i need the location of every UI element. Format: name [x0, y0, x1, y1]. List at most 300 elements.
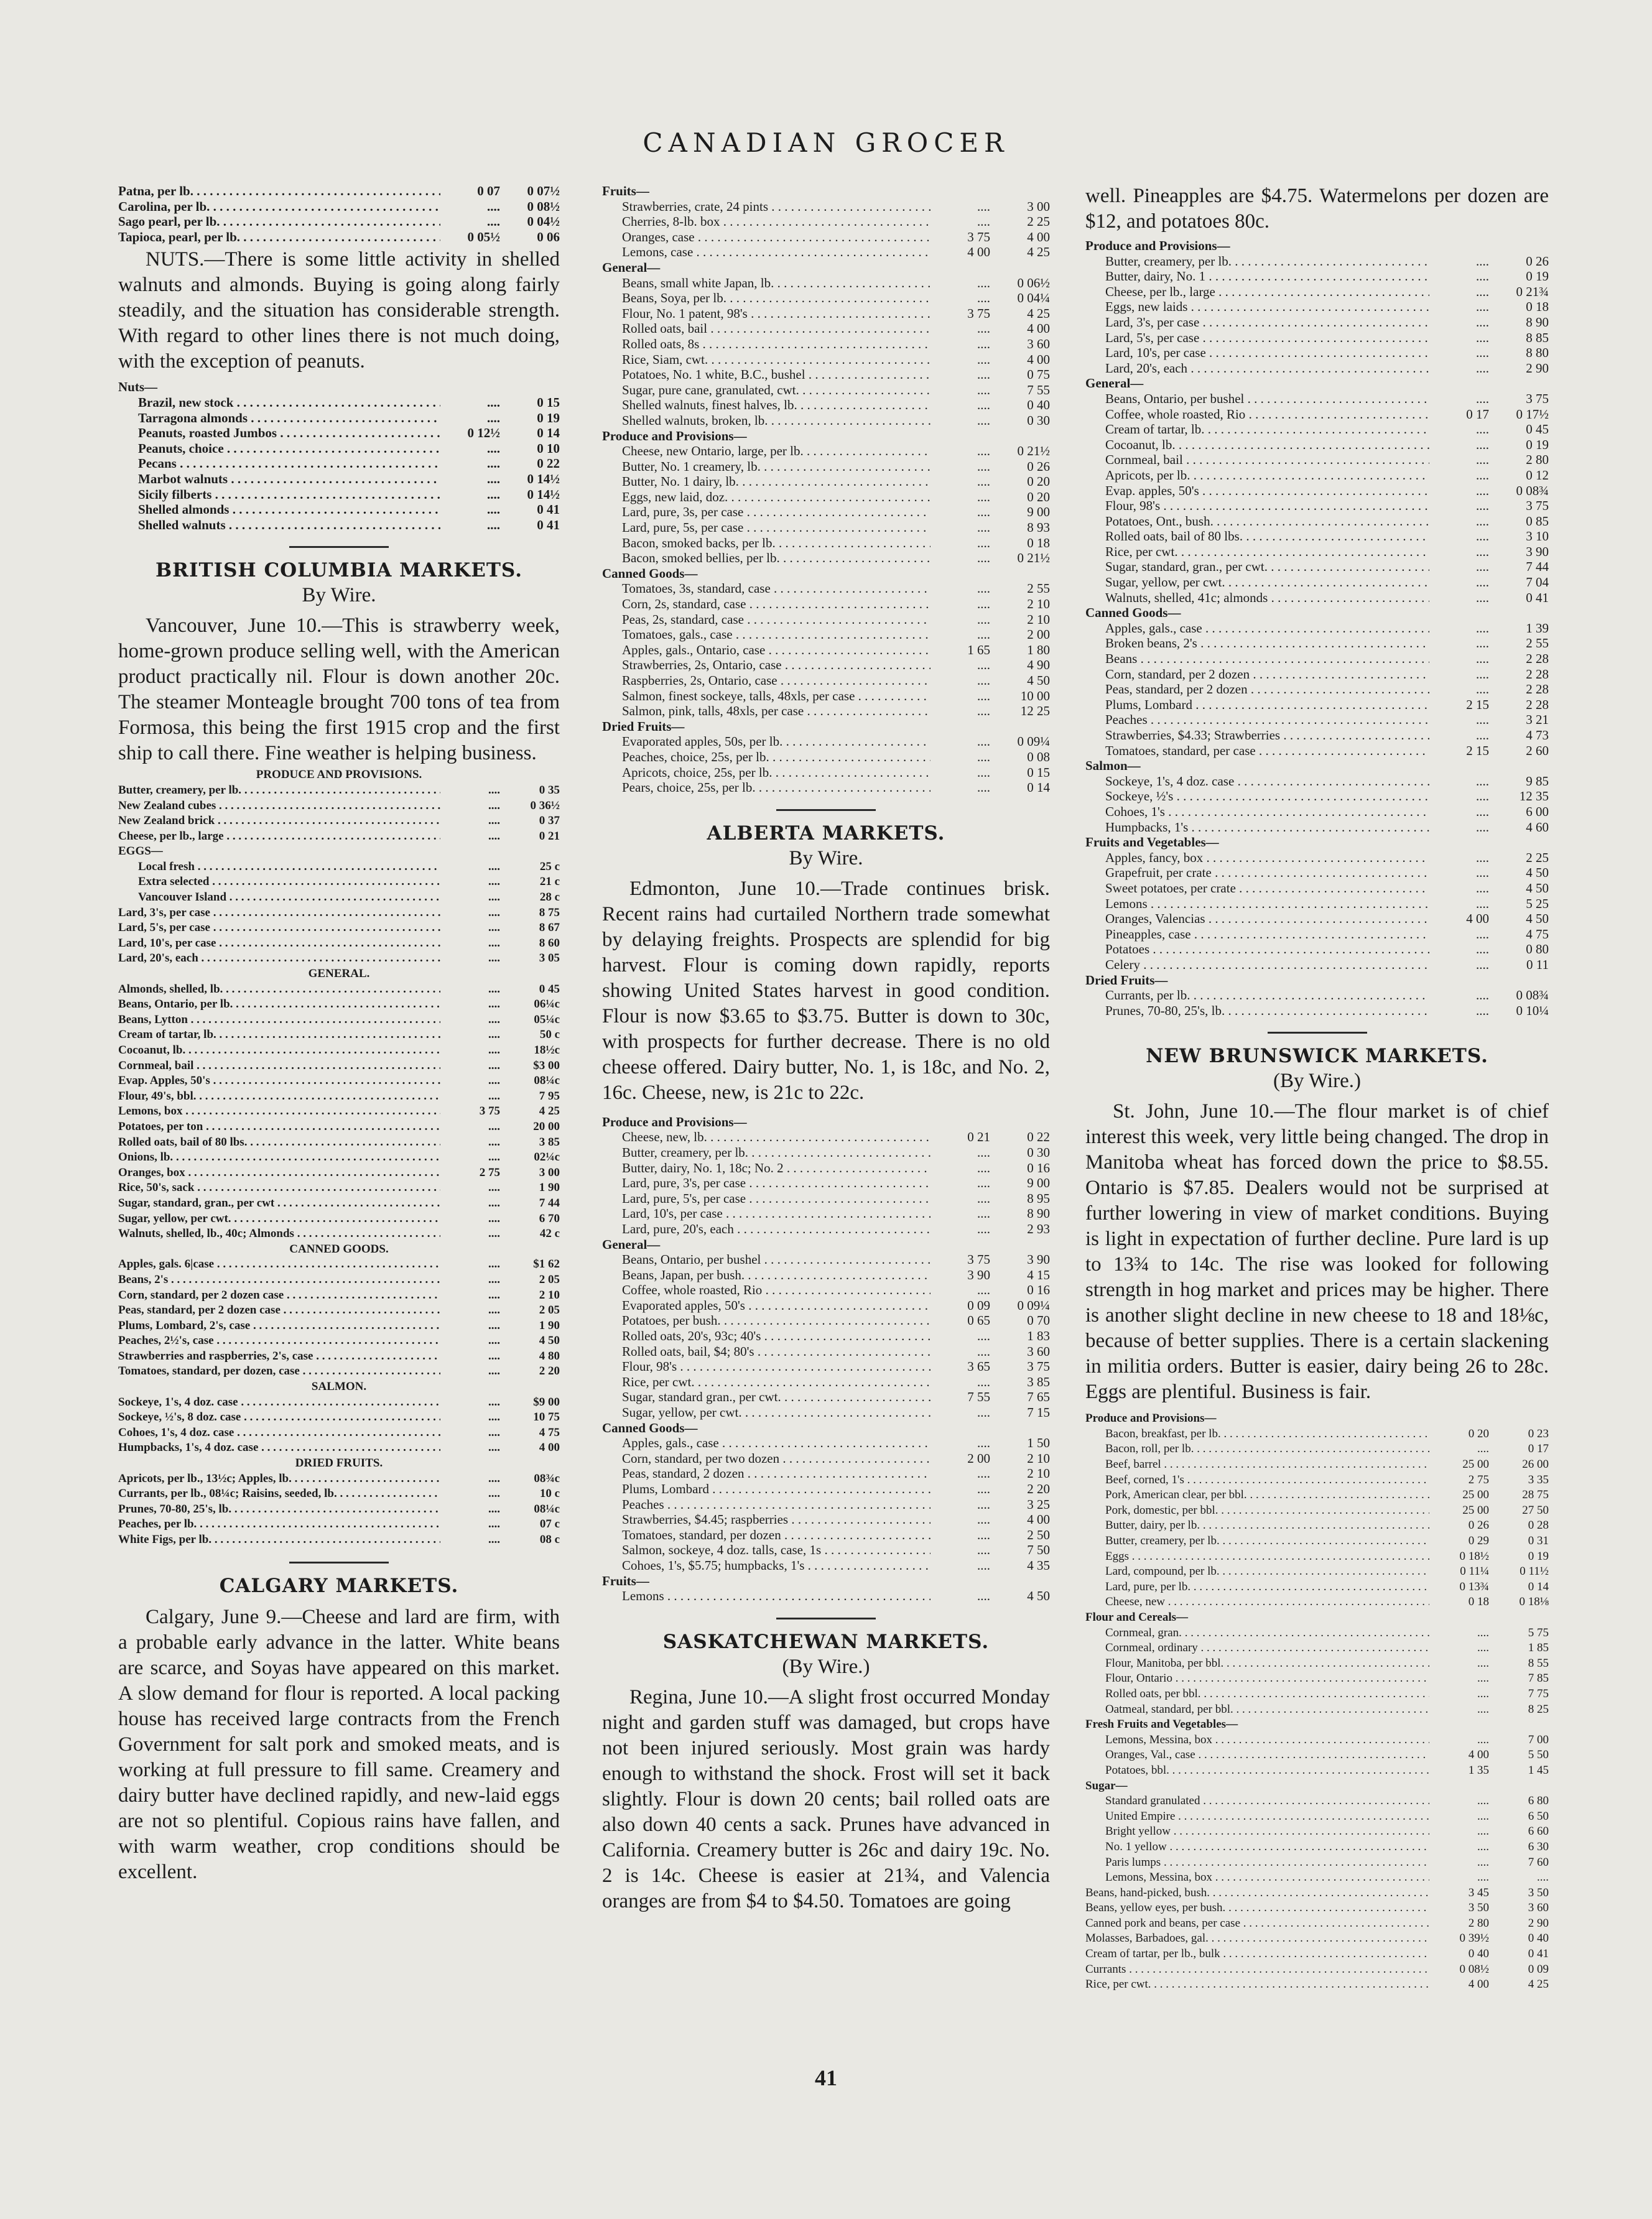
price-row [118, 1471, 560, 1487]
item-label: Beef, corned, 1's . . . [1085, 1473, 1429, 1488]
price-row [1085, 1671, 1549, 1687]
price-row [1085, 529, 1549, 544]
price-high: 2 05 [539, 1304, 560, 1317]
price-row [118, 951, 560, 966]
price-high: 0 23 [1528, 1427, 1549, 1440]
price-low: .... [977, 458, 990, 474]
price-high: 6 70 [539, 1211, 560, 1225]
price-low: .... [977, 611, 990, 627]
item-label: Rolled oats, per bbl. . . . [1085, 1687, 1429, 1702]
price-high: 0 21½ [1017, 550, 1050, 566]
price-low: 0 12½ [467, 425, 500, 441]
price-list-subheading [118, 767, 560, 783]
price-row [602, 1221, 1050, 1237]
saskatchewan-price-list [1085, 238, 1549, 1018]
price-row [118, 1486, 560, 1502]
price-low: .... [977, 1175, 990, 1191]
price-high: 2 10 [539, 1288, 560, 1302]
price-low: .... [488, 799, 500, 812]
price-low: .... [488, 1334, 500, 1348]
price-low: 7 55 [967, 1389, 990, 1405]
price-high: 4 75 [1526, 926, 1549, 942]
price-low: .... [1476, 666, 1489, 682]
price-row [602, 1558, 1050, 1573]
price-low: .... [1477, 1840, 1489, 1853]
price-row [118, 1027, 560, 1043]
price-low: .... [977, 550, 990, 566]
price-list-subheading [1085, 758, 1549, 774]
price-row [118, 982, 560, 998]
price-high: 4 25 [1027, 305, 1050, 321]
item-label: Prunes, 70-80, 25's, lb. . . . [1085, 1003, 1429, 1019]
price-high: 4 60 [1526, 819, 1549, 835]
item-label: Rice, per cwt. . . . [1085, 1977, 1429, 1993]
price-row [118, 1012, 560, 1028]
price-row [602, 749, 1050, 765]
price-high: 3 05 [539, 952, 560, 965]
price-low: .... [1476, 728, 1489, 743]
price-high: 21 c [539, 875, 560, 889]
item-label: Oranges, Val., case . . . [1085, 1748, 1429, 1763]
price-high: 3 60 [1027, 336, 1050, 351]
item-label: Rolled oats, bail of 80 lbs. . . . [1085, 529, 1429, 544]
price-row [1085, 1809, 1549, 1825]
price-low: .... [1476, 590, 1489, 605]
price-row [1085, 254, 1549, 269]
item-label: Lemons, box . . . [118, 1104, 440, 1119]
price-high: 2 90 [1528, 1916, 1549, 1930]
item-label: Lard, compound, per lb. . . . [1085, 1564, 1429, 1580]
price-high: 18½c [534, 1044, 560, 1057]
price-high: 0 80 [1526, 942, 1549, 957]
price-low: .... [487, 214, 500, 229]
price-row [1085, 468, 1549, 483]
price-row [1085, 942, 1549, 957]
price-high: 02¼c [534, 1151, 560, 1164]
price-high: 0 75 [1027, 367, 1050, 382]
price-row [602, 1175, 1050, 1191]
price-row [1085, 804, 1549, 820]
price-high: 3 21 [1526, 712, 1549, 728]
item-label: Sugar— [1085, 1779, 1128, 1792]
price-high: 25 c [539, 859, 560, 873]
price-list-subheading [118, 1379, 560, 1395]
bc-paragraph: Vancouver, June 10.—This is strawberry week, home-grown produce selling well, with the American product practically nil. Flour is down another 20c. The steamer Monteagle brought 700 tons of tea from Formosa, this being the first 1915 crop and the first ship to call there. Fine weather is helping business. [118, 614, 560, 765]
item-label: Pineapples, case . . . [1085, 927, 1429, 942]
item-label: Lard, 20's, each . . . [118, 951, 440, 966]
price-high: 07 c [539, 1517, 560, 1531]
price-low: .... [1476, 345, 1489, 361]
price-high: 0 08¾ [1516, 988, 1549, 1003]
price-high: 0 06½ [1017, 275, 1050, 290]
price-low: .... [1476, 789, 1489, 804]
item-label: Flour, 49's, bbl. . . . [118, 1089, 440, 1105]
price-high: 3 75 [1526, 498, 1549, 514]
price-high: 4 80 [539, 1349, 560, 1363]
item-label: Lard, pure, 20's, each . . . [602, 1221, 930, 1237]
price-high: 0 14½ [527, 471, 560, 486]
price-row [602, 1359, 1050, 1374]
price-high: 7 85 [1528, 1672, 1549, 1685]
item-label: Shelled walnuts, finest halves, lb. . . . [602, 397, 930, 413]
price-row [1085, 1748, 1549, 1763]
item-label: Cheese, new . . . [1085, 1595, 1429, 1610]
price-row [118, 1150, 560, 1165]
price-row [1085, 1580, 1549, 1595]
price-high: 7 50 [1027, 1542, 1050, 1558]
price-row [602, 1206, 1050, 1221]
price-low: .... [977, 412, 990, 428]
item-label: Plums, Lombard . . . [1085, 697, 1429, 713]
item-label: Sago pearl, per lb. . . . [118, 214, 440, 229]
price-row [118, 1226, 560, 1242]
price-list-subheading [1085, 1779, 1549, 1794]
price-row [1085, 422, 1549, 437]
price-low: .... [488, 1471, 500, 1485]
page-header: CANADIAN GROCER [643, 127, 1009, 158]
price-low: 0 20 [1468, 1427, 1489, 1440]
price-low: .... [1476, 988, 1489, 1003]
price-high: 0 04¼ [1017, 290, 1050, 306]
price-low: 25 00 [1462, 1503, 1489, 1517]
price-row [602, 1542, 1050, 1558]
price-row [602, 550, 1050, 566]
item-label: Canned Goods— [1085, 605, 1181, 621]
price-row [1085, 1947, 1549, 1962]
item-label: Produce and Provisions— [1085, 1412, 1217, 1425]
price-low: .... [488, 1441, 500, 1455]
price-row [1085, 1442, 1549, 1457]
price-row [118, 890, 560, 906]
item-label: General— [602, 259, 661, 275]
price-row [118, 813, 560, 829]
price-high: 0 15 [537, 394, 560, 410]
price-high: 8 75 [539, 906, 560, 919]
price-high: 1 85 [1528, 1641, 1549, 1655]
price-high: 0 35 [539, 783, 560, 797]
price-high: 0 30 [1027, 1144, 1050, 1160]
price-low: .... [1476, 942, 1489, 957]
price-high: 4 90 [1027, 657, 1050, 673]
price-high: 4 50 [1526, 865, 1549, 881]
item-label: Lard, 10's, per case . . . [602, 1206, 930, 1221]
price-high: 3 50 [1528, 1886, 1549, 1899]
item-label: Sweet potatoes, per crate . . . [1085, 881, 1429, 896]
price-row [602, 1527, 1050, 1543]
item-label: Rolled oats, bail of 80 lbs. . . . [118, 1135, 440, 1151]
item-label: Walnuts, shelled, lb., 40c; Almonds . . . [118, 1226, 440, 1242]
price-low: .... [1477, 1733, 1489, 1746]
price-list-subheading [1085, 835, 1549, 850]
item-label: Beans, yellow eyes, per bush. . . . [1085, 1901, 1429, 1916]
price-high: 4 50 [1526, 880, 1549, 896]
section-divider [776, 1618, 876, 1619]
item-label: Bacon, smoked backs, per lb. . . . [602, 535, 930, 551]
price-low: 25 00 [1462, 1488, 1489, 1502]
item-label: Apricots, per lb., 13½c; Apples, lb. . . . [118, 1471, 440, 1487]
item-label: Nuts— [118, 379, 158, 395]
price-row [1085, 1855, 1549, 1871]
price-low: .... [1477, 1442, 1489, 1456]
price-low: 2 75 [1468, 1473, 1489, 1486]
price-high: 3 90 [1526, 544, 1549, 559]
price-high: 4 75 [539, 1425, 560, 1439]
price-low: .... [1476, 391, 1489, 406]
saskatchewan-markets-heading: SASKATCHEWAN MARKETS. [662, 1630, 990, 1653]
item-label: Strawberries, crate, 24 pints . . . [602, 199, 930, 215]
new-brunswick-markets-heading: NEW BRUNSWICK MARKETS. [1146, 1045, 1488, 1068]
price-row [118, 874, 560, 890]
price-low: 2 75 [479, 1165, 500, 1179]
price-low: 3 50 [1468, 1901, 1489, 1915]
price-high: 3 90 [1027, 1252, 1050, 1267]
price-row [1085, 1733, 1549, 1748]
price-high: 7 44 [539, 1196, 560, 1210]
price-row [118, 1349, 560, 1364]
item-label: Shelled walnuts, broken, lb. . . . [602, 413, 930, 429]
price-row [1085, 636, 1549, 651]
price-high: 2 60 [1526, 743, 1549, 758]
price-row [1085, 1840, 1549, 1855]
item-label: Cocoanut, lb. . . . [1085, 437, 1429, 453]
price-high: 8 67 [539, 921, 560, 935]
item-label: White Figs, per lb. . . . [118, 1532, 440, 1548]
price-row [118, 229, 560, 245]
price-low: .... [488, 1044, 500, 1057]
section-divider [1268, 1032, 1367, 1034]
price-low: .... [1477, 1687, 1489, 1700]
price-row [1085, 269, 1549, 284]
item-label: Lard, 10's, per case . . . [1085, 345, 1429, 361]
price-row [1085, 1656, 1549, 1672]
item-label: Plums, Lombard, 2's, case . . . [118, 1318, 440, 1334]
price-high: 0 19 [1526, 437, 1549, 452]
price-low: .... [977, 1282, 990, 1298]
price-low: .... [487, 517, 500, 532]
price-high: 2 00 [1027, 627, 1050, 642]
item-label: Cornmeal, bail . . . [1085, 452, 1429, 468]
price-high: 0 41 [537, 517, 560, 532]
price-low: .... [977, 1588, 990, 1604]
price-low: 2 80 [1468, 1916, 1489, 1930]
price-low: .... [1476, 452, 1489, 468]
price-high: 0 12 [1526, 467, 1549, 483]
price-high: 6 80 [1528, 1794, 1549, 1808]
item-label: Bacon, breakfast, per lb. . . . [1085, 1427, 1429, 1442]
item-label: Bright yellow . . . [1085, 1824, 1429, 1840]
item-label: Sugar, yellow, per cwt. . . . [1085, 575, 1429, 590]
price-row [1085, 452, 1549, 468]
price-low: .... [977, 1190, 990, 1206]
price-high: 2 28 [1526, 651, 1549, 667]
item-label: Brazil, new stock . . . [118, 395, 440, 410]
price-row [602, 688, 1050, 704]
item-label: Produce and Provisions— [602, 1114, 747, 1129]
price-high: 10 75 [533, 1411, 560, 1424]
price-row [1085, 774, 1549, 789]
price-high: 7 44 [1526, 559, 1549, 575]
price-row [118, 920, 560, 936]
price-low: .... [487, 471, 500, 486]
price-low: .... [1476, 544, 1489, 559]
alberta-price-list [602, 1114, 1050, 1604]
price-row [118, 997, 560, 1012]
price-low: .... [977, 336, 990, 351]
item-label: Salmon, sockeye, 4 doz. talls, case, 1s . . . [602, 1542, 930, 1558]
price-list-subheading [602, 1114, 1050, 1130]
price-row [118, 471, 560, 487]
price-row [602, 443, 1050, 459]
item-label: Sugar, standard, gran., per cwt. . . . [1085, 559, 1429, 575]
price-low: .... [488, 1012, 500, 1026]
item-label: Lard, 3's, per case . . . [118, 906, 440, 921]
price-high: .... [1537, 1871, 1549, 1884]
price-row [1085, 1916, 1549, 1932]
price-high: 0 18⅛ [1519, 1595, 1549, 1609]
price-high: 8 80 [1526, 345, 1549, 361]
item-label: Beans, 2's . . . [118, 1272, 440, 1288]
item-label: Lard, pure, 5's, per case . . . [602, 1191, 930, 1207]
price-high: 3 60 [1528, 1901, 1549, 1915]
price-low: .... [1476, 253, 1489, 269]
price-row [602, 1282, 1050, 1298]
price-low: 0 18 [1468, 1595, 1489, 1609]
price-row [1085, 544, 1549, 560]
price-high: 4 15 [1027, 1267, 1050, 1282]
item-label: Marbot walnuts . . . [118, 471, 440, 487]
price-row [1085, 850, 1549, 866]
price-row [118, 1165, 560, 1181]
price-low: .... [1477, 1656, 1489, 1670]
price-low: .... [977, 1206, 990, 1221]
price-high: 08¼c [534, 1074, 560, 1088]
price-row [1085, 682, 1549, 697]
price-low: .... [1476, 712, 1489, 728]
item-label: New Zealand cubes . . . [118, 799, 440, 814]
item-label: Coffee, whole roasted, Rio . . . [602, 1282, 930, 1298]
price-row [1085, 743, 1549, 759]
price-high: 4 73 [1526, 728, 1549, 743]
item-label: Sockeye, 1's, 4 doz. case . . . [1085, 774, 1429, 789]
price-high: 0 45 [1526, 422, 1549, 437]
price-row [602, 1252, 1050, 1267]
price-row [118, 487, 560, 503]
price-low: .... [1476, 422, 1489, 437]
price-row [118, 1425, 560, 1441]
item-label: New Zealand brick . . . [118, 813, 440, 829]
price-low: .... [1476, 773, 1489, 789]
item-label: Canned Goods— [602, 1420, 698, 1435]
item-label: Grapefruit, per crate . . . [1085, 865, 1429, 881]
item-label: Strawberries, 2s, Ontario, case . . . [602, 657, 930, 673]
price-row [602, 459, 1050, 475]
price-low: 3 75 [479, 1105, 500, 1118]
page-number: 41 [815, 2065, 837, 2090]
price-row [118, 1211, 560, 1227]
item-label: PRODUCE AND PROVISIONS. [256, 768, 422, 782]
item-label: Dried Fruits— [1085, 972, 1168, 988]
price-low: .... [1477, 1855, 1489, 1869]
price-row [602, 780, 1050, 795]
item-label: Onions, lb. . . . [118, 1150, 440, 1165]
price-low: 0 39½ [1459, 1932, 1489, 1945]
item-label: Plums, Lombard . . . [602, 1481, 930, 1497]
price-low: .... [488, 1502, 500, 1516]
price-row [118, 425, 560, 441]
price-low: .... [1477, 1809, 1489, 1823]
price-row [1085, 575, 1549, 590]
alberta-paragraph: Edmonton, June 10.—Trade continues brisk. Recent rains had curtailed Northern trade somewhat by delaying freights. Prospects are splendid for big harvest. Flour is coming down rapidly, reports showing United States harvest in good condition. Flour is now $3.65 to $3.75. Butter is down to 30c, with prospects for further decrease. There is no old cheese offered. Dairy butter, No. 1, is 18c, and No. 2, 16c. Cheese, new, is 21c to 22c. [602, 877, 1050, 1104]
item-label: Rice, per cwt. . . . [1085, 544, 1429, 560]
price-low: .... [977, 351, 990, 367]
alberta-markets-heading: ALBERTA MARKETS. [707, 822, 945, 845]
item-label: Peas, standard, per 2 dozen . . . [1085, 682, 1429, 697]
price-low: .... [977, 1527, 990, 1542]
price-low: .... [1477, 1871, 1489, 1884]
price-high: 05¼c [534, 1012, 560, 1026]
price-low: .... [487, 456, 500, 471]
price-low: 0 18½ [1459, 1549, 1489, 1563]
item-label: Peaches, choice, 25s, per lb. . . . [602, 749, 930, 765]
price-high: 08¼c [534, 1502, 560, 1516]
price-row [118, 1288, 560, 1304]
price-low: .... [977, 627, 990, 642]
price-high: 27 50 [1522, 1503, 1549, 1517]
item-label: Walnuts, shelled, 41c; almonds . . . [1085, 590, 1429, 606]
price-row [602, 1191, 1050, 1207]
item-label: Butter, creamery, per lb. . . . [118, 783, 440, 799]
item-label: Peaches, per lb. . . . [118, 1517, 440, 1532]
price-high: 1 39 [1526, 620, 1549, 636]
price-low: .... [488, 1181, 500, 1195]
item-label: Apricots, choice, 25s, per lb. . . . [602, 765, 930, 781]
price-low: 0 21 [967, 1129, 990, 1145]
price-row [602, 1389, 1050, 1405]
item-label: Cream of tartar, lb. . . . [1085, 422, 1429, 437]
item-label: Currants, per lb. . . . [1085, 988, 1429, 1003]
bc-byline: By Wire. [302, 584, 376, 607]
price-high: 0 15 [1027, 764, 1050, 780]
item-label: Oranges, case . . . [602, 229, 930, 245]
price-row [1085, 712, 1549, 728]
item-label: Lard, 5's, per case . . . [1085, 330, 1429, 346]
price-high: 9 00 [1027, 1175, 1050, 1191]
price-low: .... [488, 1272, 500, 1286]
price-high: 42 c [539, 1227, 560, 1241]
price-row [602, 1313, 1050, 1328]
price-low: .... [1477, 1702, 1489, 1716]
item-label: Corn, standard, per two dozen . . . [602, 1451, 930, 1466]
item-label: Flour, 98's . . . [1085, 498, 1429, 514]
price-low: .... [488, 921, 500, 935]
price-high: 2 80 [1526, 452, 1549, 468]
price-row [118, 1059, 560, 1074]
item-label: Cheese, new Ontario, large, per lb. . . . [602, 443, 930, 459]
price-row [602, 673, 1050, 688]
price-row [1085, 697, 1549, 713]
item-label: Salmon, pink, talls, 48xls, per case . . . [602, 703, 930, 719]
section-divider [289, 546, 389, 548]
item-label: Strawberries and raspberries, 2's, case . . . [118, 1349, 440, 1364]
item-label: Local fresh . . . [118, 859, 440, 875]
price-row [1085, 361, 1549, 376]
price-row [1085, 1518, 1549, 1534]
price-high: $1 62 [533, 1258, 560, 1271]
item-label: Lard, 3's, per case . . . [1085, 315, 1429, 330]
price-high: 0 40 [1528, 1932, 1549, 1945]
price-row [602, 1298, 1050, 1313]
price-high: 2 10 [1027, 611, 1050, 627]
